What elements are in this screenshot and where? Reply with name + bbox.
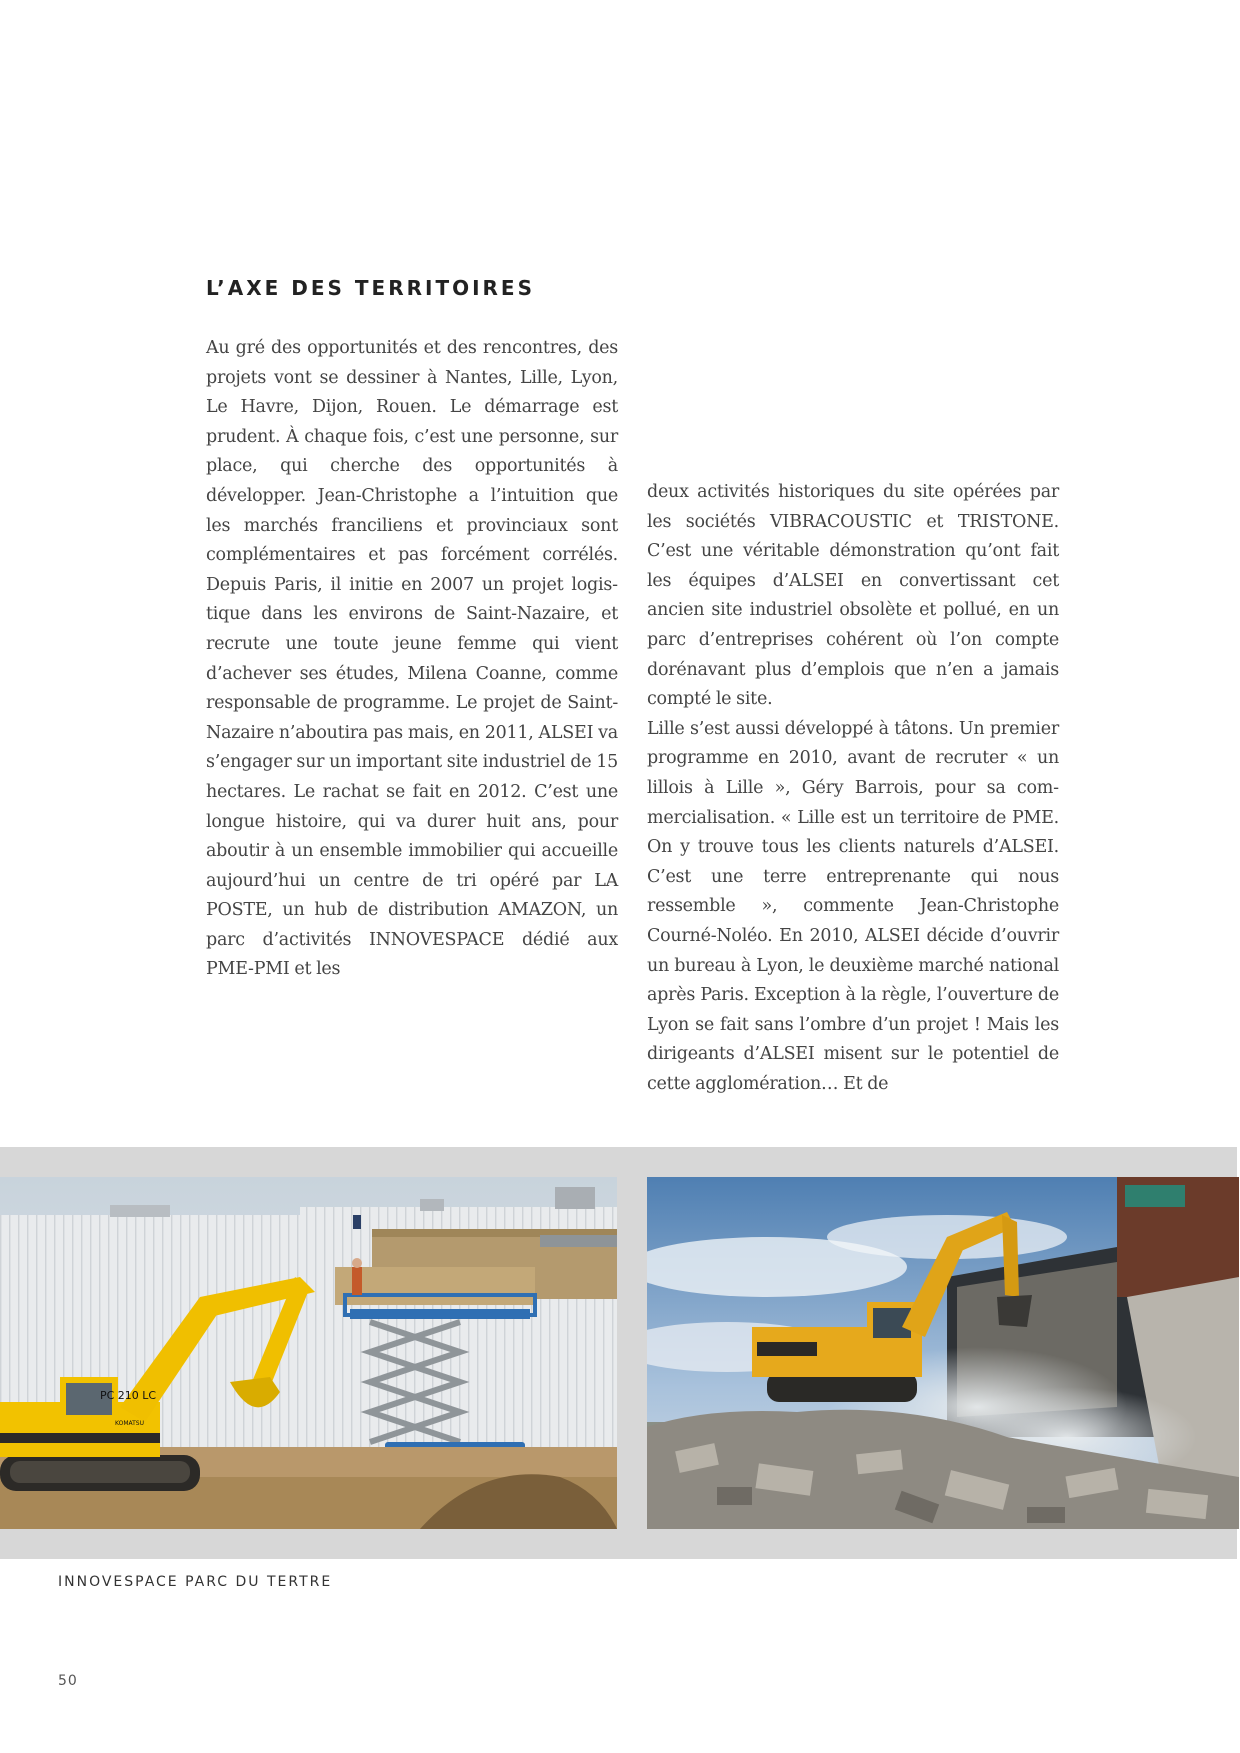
page-number: 50 <box>58 1673 78 1689</box>
text-column-left <box>206 334 618 985</box>
demolition-site-illustration <box>647 1177 1239 1529</box>
demolition-site-photo <box>647 1177 1239 1529</box>
paragraph-left: Au gré des opportunités et des rencontres, des projets vont se dessiner à Nantes, Lille, Lyon, Le Havre, Dijon, Rouen. Le démarrage est prudent. À chaque fois, c’est une personne, sur place, qui cherche des opportunités à développer. Jean-Christophe a l’intuition que les marchés franciliens et provinciaux sont complémentaires et pas forcément corrélés. Depuis Paris, il initie en 2007 un projet logistique dans les environs de Saint-Nazaire, et recrute une toute jeune femme qui vient d’achever ses études, Milena Coanne, comme responsable de programme. Le projet de Saint-Nazaire n’aboutira pas mais, en 2011, ALSEI va s’engager sur un important site industriel de 15 hectares. Le rachat se fait en 2012. C’est une longue histoire, qui va durer huit ans, pour aboutir à un ensemble immobilier qui accueille aujourd’hui un centre de tri opéré par LA POSTE, un hub de distribution AMAZON, un parc d’activités INNOVESPACE dédié aux PME-PMI et les <box>206 338 618 980</box>
construction-site-photo <box>0 1177 617 1529</box>
excavator-left-brand: KOMATSU <box>115 1420 145 1427</box>
paragraph-right-1: deux activités historiques du site opérées par les sociétés VIBRACOUSTIC et TRISTONE. C’est une véritable démonstration qu’ont fait les équipes d’ALSEI en convertissant cet ancien site industriel obsolète et pollué, en un parc d’entreprises cohérent où l’on compte dorénavant plus d’emplois que n’en a jamais compté le site. <box>647 482 1059 710</box>
excavator-left-model: PC 210 LC <box>100 1389 157 1402</box>
construction-site-illustration <box>0 1177 617 1529</box>
photo-caption: INNOVESPACE PARC DU TERTRE <box>58 1574 333 1590</box>
paragraph-right-2: Lille s’est aussi développé à tâtons. Un premier programme en 2010, avant de recruter « un lillois à Lille », Géry Barrois, pour sa commercialisation. « Lille est un territoire de PME. On y trouve tous les clients naturels d’ALSEI. C’est une terre entreprenante qui nous ressemble », commente Jean-Christophe Courné-Noléo. En 2010, ALSEI décide d’ouvrir un bureau à Lyon, le deuxième marché national après Paris. Exception à la règle, l’ouverture de Lyon se fait sans l’ombre d’un projet ! Mais les dirigeants d’ALSEI misent sur le potentiel de cette agglomération… Et de <box>647 718 1059 1094</box>
text-column-right <box>647 478 1059 1099</box>
section-heading: L’AXE DES TERRITOIRES <box>206 276 535 300</box>
